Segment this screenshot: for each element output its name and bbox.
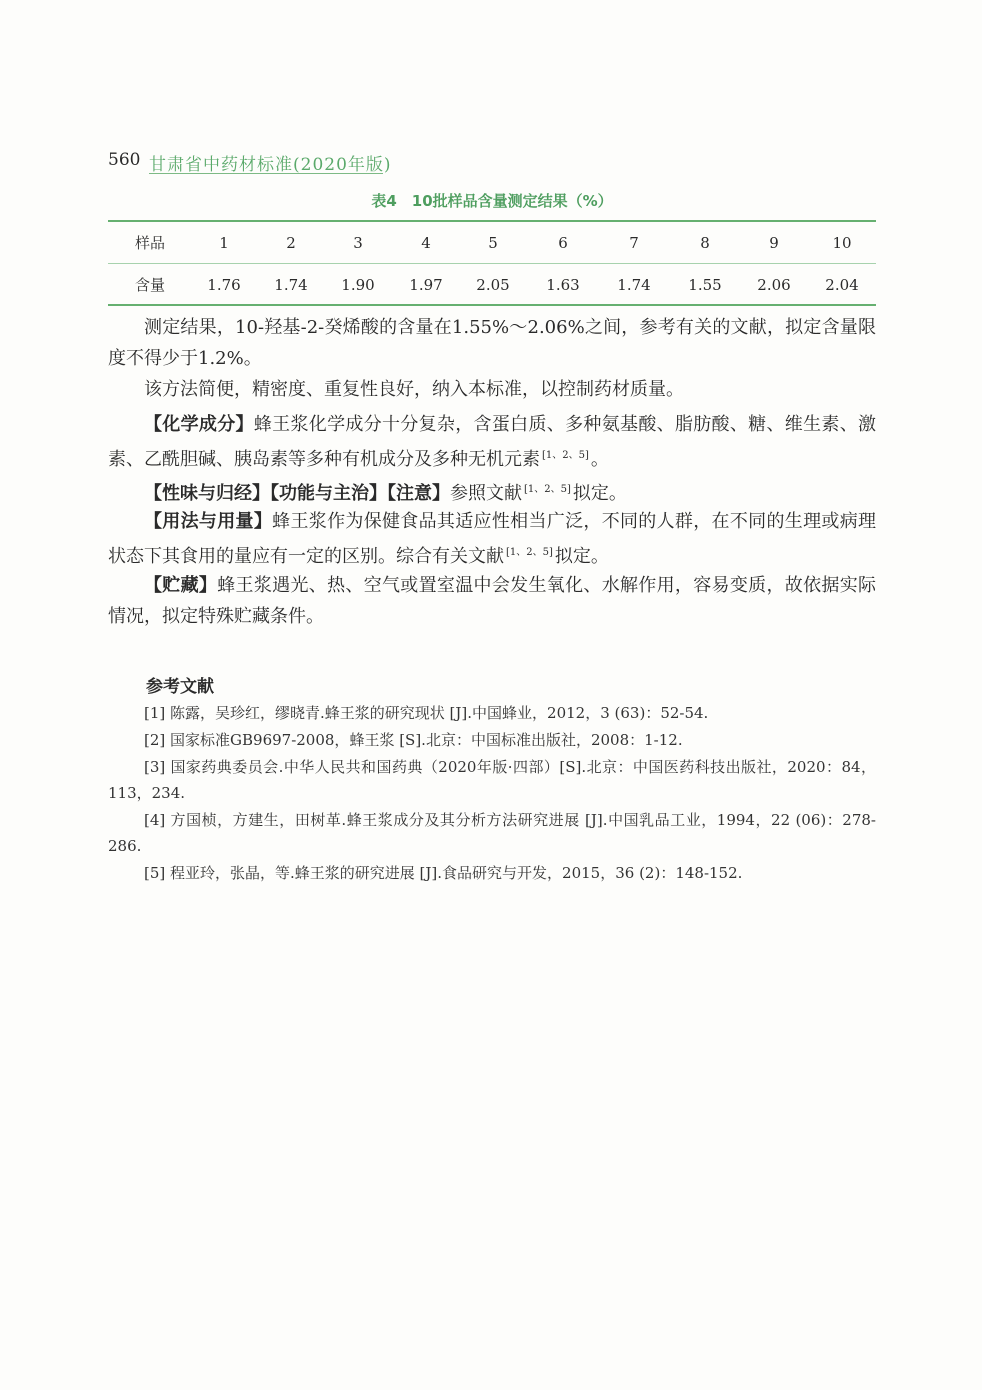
table-middle-rule — [108, 263, 876, 264]
reference-item: [3] 国家药典委员会.中华人民共和国药典（2020年版·四部）[S].北京：中国医药科技出版社，2020：84，113，234. — [108, 758, 876, 802]
table-header-cell: 1 — [219, 234, 229, 252]
book-title: 甘肃省中药材标准(2020年版) — [149, 155, 392, 175]
table-header-cell: 6 — [558, 234, 568, 252]
table-cell: 1.55 — [688, 276, 722, 294]
table-top-rule — [108, 220, 876, 222]
table-header-cell: 样品 — [134, 234, 166, 252]
paragraph-nature-function — [108, 474, 876, 509]
table-row-content — [108, 265, 876, 305]
table-header-cell: 2 — [286, 234, 296, 252]
table-cell: 1.90 — [341, 276, 375, 294]
section-heading: 【性味与归经】【功能与主治】【注意】 — [144, 483, 450, 504]
section-heading: 【贮藏】 — [144, 575, 218, 596]
citation: [1、2、5] — [524, 484, 571, 495]
section-heading: 【化学成分】 — [144, 414, 254, 435]
table-caption: 表4 10批样品含量测定结果（%） — [371, 192, 613, 210]
section-heading: 【用法与用量】 — [144, 511, 273, 532]
paragraph-text: 参照文献 — [450, 483, 522, 504]
table-header-cell: 8 — [700, 234, 710, 252]
paragraph-storage — [108, 570, 876, 632]
table-cell: 含量 — [134, 276, 166, 294]
table-header-cell: 10 — [832, 234, 852, 252]
reference-item: [5] 程亚玲，张晶，等.蜂王浆的研究进展 [J].食品研究与开发，2015，36 (2)：148-152. — [144, 864, 743, 882]
paragraph-text: 蜂王浆化学成分十分复杂，含蛋白质、多种氨基酸、脂肪酸、糖、维生素、激素、乙酰胆碱、胰岛素等多种有机成分及多种无机元素 — [108, 414, 877, 470]
reference-item: [4] 方国桢，方建生，田树革.蜂王浆成分及其分析方法研究进展 [J].中国乳品工业，1994，22 (06)：278-286. — [108, 811, 876, 855]
reference-item: [2] 国家标准GB9697-2008，蜂王浆 [S].北京：中国标准出版社，2008：1-12. — [144, 731, 683, 749]
citation: [1、2、5] — [506, 547, 553, 558]
paragraph-text: 蜂王浆作为保健食品其适应性相当广泛，不同的人群，在不同的生理或病理状态下其食用的量应有一定的区别。综合有关文献 — [108, 511, 876, 567]
table-cell: 2.05 — [476, 276, 510, 294]
table-header-cell: 3 — [353, 234, 363, 252]
table-cell: 2.06 — [757, 276, 791, 294]
reference-item: [1] 陈露，吴珍红，缪晓青.蜂王浆的研究现状 [J].中国蜂业，2012，3 (63)：52-54. — [144, 704, 709, 722]
paragraph-tail: 拟定。 — [554, 546, 609, 567]
table-row-sample — [108, 223, 876, 263]
table-header-cell: 9 — [769, 234, 779, 252]
paragraph-tail: 。 — [590, 449, 609, 470]
table-cell: 1.74 — [274, 276, 308, 294]
table-header-cell: 5 — [488, 234, 498, 252]
table-cell: 1.97 — [409, 276, 443, 294]
paragraph-method: 该方法简便，精密度、重复性良好，纳入本标准，以控制药材质量。 — [144, 379, 684, 400]
paragraph-tail: 拟定。 — [572, 483, 627, 504]
table-cell: 2.04 — [825, 276, 859, 294]
table-header-cell: 4 — [421, 234, 431, 252]
table-cell: 1.74 — [617, 276, 651, 294]
paragraph-text: 蜂王浆遇光、热、空气或置室温中会发生氧化、水解作用，容易变质，故依据实际情况，拟定特殊贮藏条件。 — [108, 575, 876, 627]
page-number: 560 — [108, 150, 141, 170]
header-underline — [149, 173, 383, 174]
paragraph-chemical-composition — [108, 409, 876, 475]
citation: [1、2、5] — [542, 450, 589, 461]
table-cell: 1.76 — [207, 276, 241, 294]
paragraph-result: 测定结果，10-羟基-2-癸烯酸的含量在1.55%～2.06%之间，参考有关的文献，拟定含量限度不得少于1.2%。 — [108, 317, 876, 369]
references-title: 参考文献 — [146, 677, 214, 697]
table-cell: 1.63 — [546, 276, 580, 294]
paragraph-usage-dosage — [108, 506, 876, 572]
table-header-cell: 7 — [629, 234, 639, 252]
